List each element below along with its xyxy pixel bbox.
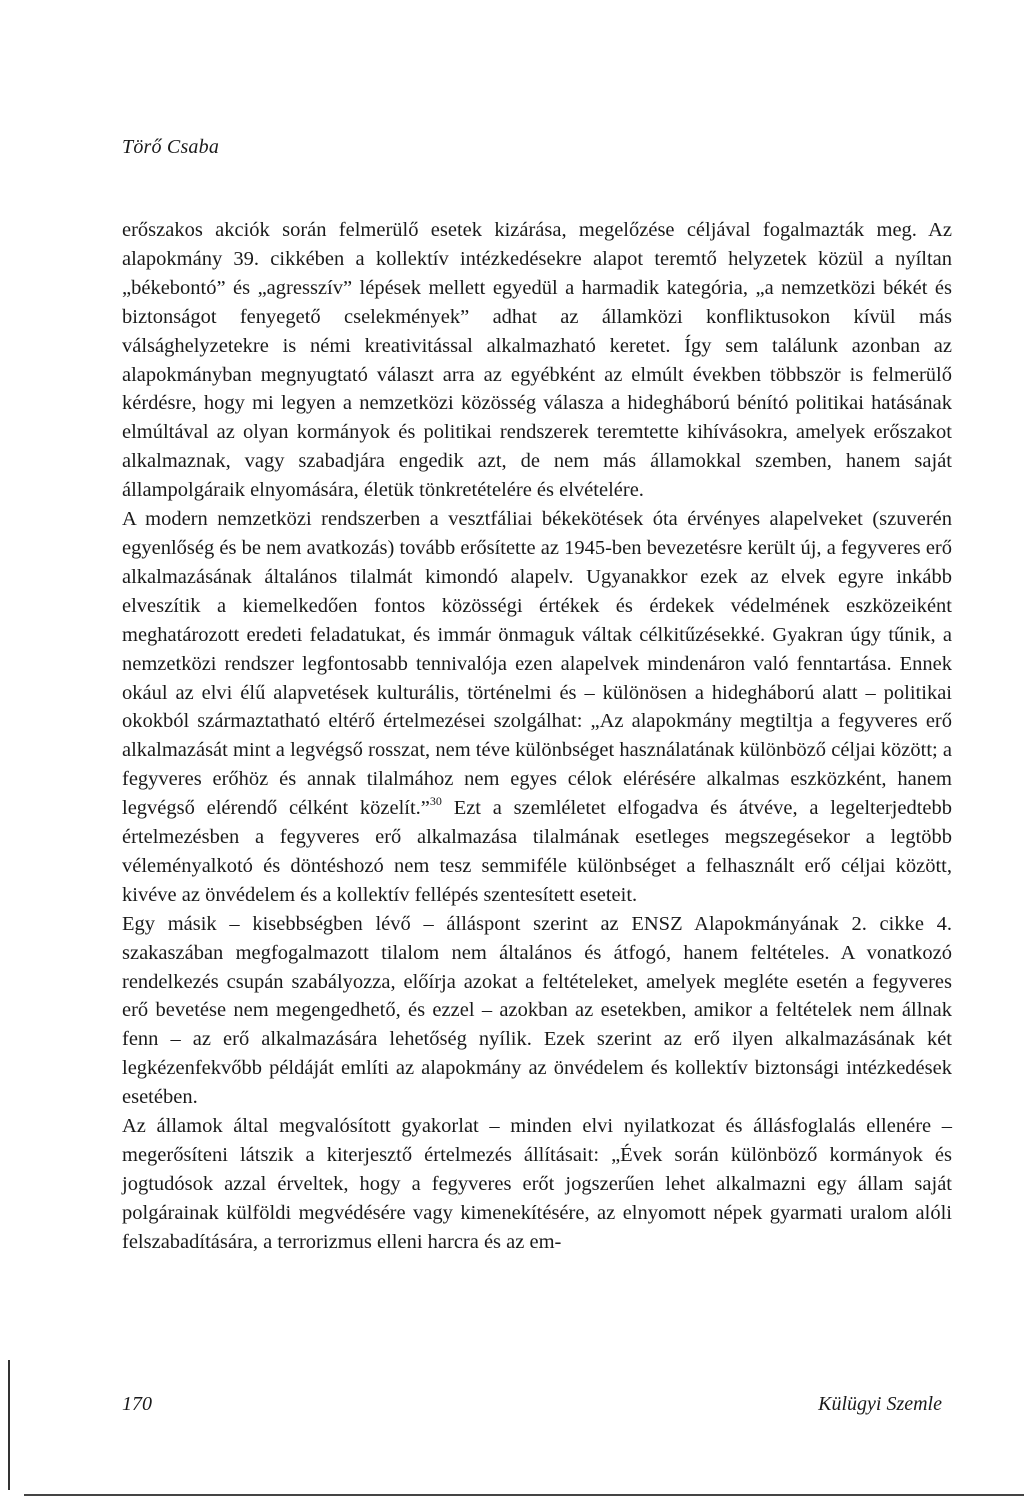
scan-bottom-rule	[24, 1494, 1024, 1496]
paragraph-4: Az államok által megvalósított gyakorlat – minden elvi nyilatkozat és állásfoglalás ellenére – megerősíteni látszik a kiterjesztő értelmezés állításait: „Évek során különböző kormányok és jogtudósok azzal érveltek, hogy a fegyveres erőt jogszerűen lehet alkalmazni egy állam saját polgárainak külföldi megvédésére vagy kimenekítésére, az elnyomott népek gyarmati uralom alóli felszabadítására, a terrorizmus elleni harcra és az em-	[122, 1115, 952, 1253]
paragraph-2-text: A modern nemzetközi rendszerben a vesztfáliai békekötések óta érvényes alapelveket (szuverén egyenlőség és be nem avatkozás) tovább erősítette az 1945-ben bevezetésre került új, a fegyveres erő alkalmazásának általános tilalmát kimondó alapelv. Ugyanakkor ezek az elvek egyre inkább elveszítik a kiemelkedően fontos közösségi értékek és érdekek védelmének eszközeiként meghatározott eredeti feladatukat, és immár önmaguk váltak célkitűzésekké. Gyakran úgy tűnik, a nemzetközi rendszer legfontosabb tennivalója ezen alapelvek mindenáron való fenntartása. Ennek okául az elvi élű alapvetések kulturális, történelmi és – különösen a hidegháború alatt – politikai okokból származtatható eltérő értelmezései szolgálhat: „Az alapokmány megtiltja a fegyveres erő alkalmazását mint a legvégső rosszat, nem téve különbséget használatának különböző céljai között; a fegyveres erőhöz és annak tilalmához nem egyes célok elérésére alkalmas eszközként, hanem legvégső elérendő célként közelít.”	[122, 508, 952, 820]
body-text	[122, 216, 952, 1257]
scan-left-rule	[8, 1360, 10, 1490]
paragraph-3: Egy másik – kisebbségben lévő – álláspont szerint az ENSZ Alapokmányának 2. cikke 4. szakaszában megfogalmazott tilalom nem általános és átfogó, hanem feltételes. A vonatkozó rendelkezés csupán szabályozza, előírja azokat a feltételeket, amelyek megléte esetén a fegyveres erő bevetése nem megengedhető, és ezzel – azokban az esetekben, amikor a feltételek nem állnak fenn – az erő alkalmazására lehetőség nyílik. Ezek szerint az erő ilyen alkalmazásának két legkézenfekvőbb példáját említi az alapokmány az önvédelem és kollektív biztonsági intézkedések esetében.	[122, 912, 952, 1109]
journal-title: Külügyi Szemle	[818, 1393, 942, 1415]
page-number: 170	[122, 1393, 152, 1415]
paragraph-2-continuation: Ezt a szemléletet elfogadva és átvéve, a legelterjedtebb értelmezésben a fegyveres erő alkalmazása tilalmának esetleges megszegésekor a legtöbb véleményalkotó és döntéshozó nem tesz semmiféle különbséget a felhasznált erő céljai között, kivéve az önvédelem és a kollektív fellépés szentesített eseteit.	[122, 797, 953, 906]
paragraph-2	[122, 505, 952, 910]
footnote-ref: 30	[429, 794, 442, 809]
paragraph-1: erőszakos akciók során felmerülő esetek kizárása, megelőzése céljával fogalmazták meg. Az alapokmány 39. cikkében a kollektív intézkedésekre alapot teremtő helyzetek közül a nyíltan „békebontó” és „agresszív” lépések mellett egyedül a harmadik kategória, „a nemzetközi békét és biztonságot fenyegető cselekmények” adhat az államközi konfliktusokon kívül más válsághelyzetekre is némi kreativitással alkalmazható keretet. Így sem találunk azonban az alapokmányban megnyugtató választ arra az egyébként az elmúlt években többször is felmerülő kérdésre, hogy mi legyen a nemzetközi közösség válasza a hidegháború bénító politikai hatásának elmúltával az olyan kormányok és politikai rendszerek teremtette kihívásokra, amelyek erőszakot alkalmaznak, vagy szabadjára engedik azt, de nem más államokkal szemben, hanem saját állampolgáraik elnyomására, életük tönkretételére és elvételére.	[122, 219, 952, 502]
running-head: Törő Csaba	[122, 136, 220, 158]
